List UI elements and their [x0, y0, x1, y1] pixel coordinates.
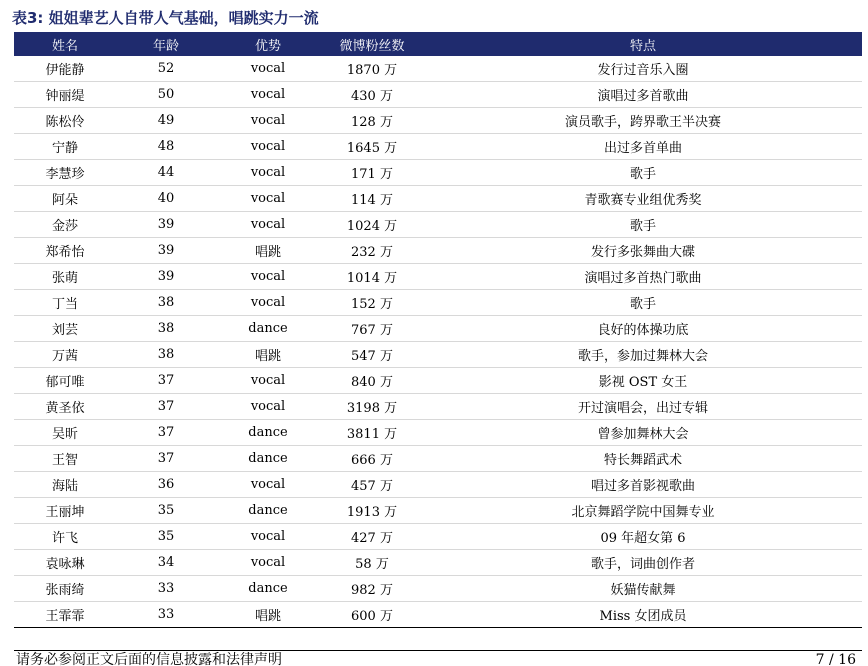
cell-name: 阿朵 — [14, 186, 116, 212]
cell-feature: Miss 女团成员 — [424, 602, 862, 628]
cell-name: 黄圣依 — [14, 394, 116, 420]
table-row — [14, 524, 862, 550]
cell-name: 王智 — [14, 446, 116, 472]
header-name: 姓名 — [14, 32, 116, 56]
cell-advantage: vocal — [216, 186, 320, 212]
cell-feature: 发行多张舞曲大碟 — [424, 238, 862, 264]
cell-advantage: vocal — [216, 134, 320, 160]
cell-advantage: vocal — [216, 160, 320, 186]
cell-age: 33 — [116, 576, 216, 602]
header-age: 年龄 — [116, 32, 216, 56]
cell-advantage: vocal — [216, 550, 320, 576]
page-footer — [14, 650, 862, 666]
table-row — [14, 134, 862, 160]
cell-advantage: dance — [216, 316, 320, 342]
cell-feature: 演唱过多首热门歌曲 — [424, 264, 862, 290]
cell-age: 34 — [116, 550, 216, 576]
header-advantage: 优势 — [216, 32, 320, 56]
cell-name: 吴昕 — [14, 420, 116, 446]
cell-weibo-fans: 114 万 — [320, 186, 424, 212]
cell-age: 37 — [116, 420, 216, 446]
cell-feature: 影视 OST 女王 — [424, 368, 862, 394]
cell-weibo-fans: 171 万 — [320, 160, 424, 186]
cell-feature: 歌手 — [424, 212, 862, 238]
cell-name: 金莎 — [14, 212, 116, 238]
cell-feature: 歌手，词曲创作者 — [424, 550, 862, 576]
cell-weibo-fans: 3811 万 — [320, 420, 424, 446]
cell-advantage: vocal — [216, 82, 320, 108]
cell-age: 48 — [116, 134, 216, 160]
cell-advantage: vocal — [216, 290, 320, 316]
cell-weibo-fans: 128 万 — [320, 108, 424, 134]
cell-weibo-fans: 767 万 — [320, 316, 424, 342]
cell-weibo-fans: 152 万 — [320, 290, 424, 316]
cell-name: 丁当 — [14, 290, 116, 316]
cell-age: 35 — [116, 498, 216, 524]
cell-age: 38 — [116, 342, 216, 368]
cell-name: 宁静 — [14, 134, 116, 160]
cell-advantage: vocal — [216, 524, 320, 550]
cell-weibo-fans: 430 万 — [320, 82, 424, 108]
cell-weibo-fans: 982 万 — [320, 576, 424, 602]
cell-weibo-fans: 547 万 — [320, 342, 424, 368]
cell-age: 36 — [116, 472, 216, 498]
table-row — [14, 368, 862, 394]
cell-weibo-fans: 3198 万 — [320, 394, 424, 420]
header-feature: 特点 — [424, 32, 862, 56]
table-row — [14, 264, 862, 290]
cell-feature: 歌手 — [424, 290, 862, 316]
cell-advantage: dance — [216, 446, 320, 472]
cell-feature: 09 年超女第 6 — [424, 524, 862, 550]
cell-age: 49 — [116, 108, 216, 134]
cell-age: 39 — [116, 212, 216, 238]
cell-feature: 良好的体操功底 — [424, 316, 862, 342]
disclaimer-text: 请务必参阅正文后面的信息披露和法律声明 — [16, 652, 282, 666]
cell-feature: 演员歌手，跨界歌王半决赛 — [424, 108, 862, 134]
cell-name: 钟丽缇 — [14, 82, 116, 108]
cell-advantage: vocal — [216, 264, 320, 290]
cell-advantage: 唱跳 — [216, 342, 320, 368]
cell-name: 王丽坤 — [14, 498, 116, 524]
table-row — [14, 186, 862, 212]
cell-advantage: vocal — [216, 212, 320, 238]
table-row — [14, 82, 862, 108]
cell-age: 39 — [116, 264, 216, 290]
table-row — [14, 316, 862, 342]
table-row — [14, 420, 862, 446]
cell-feature: 唱过多首影视歌曲 — [424, 472, 862, 498]
table-row — [14, 602, 862, 628]
cell-feature: 妖猫传献舞 — [424, 576, 862, 602]
cell-feature: 演唱过多首歌曲 — [424, 82, 862, 108]
cell-weibo-fans: 1024 万 — [320, 212, 424, 238]
cell-weibo-fans: 600 万 — [320, 602, 424, 628]
cell-weibo-fans: 457 万 — [320, 472, 424, 498]
cell-name: 李慧珍 — [14, 160, 116, 186]
header-weibo-fans: 微博粉丝数 — [320, 32, 424, 56]
table-row — [14, 446, 862, 472]
cell-name: 海陆 — [14, 472, 116, 498]
cell-name: 王霏霏 — [14, 602, 116, 628]
cell-age: 37 — [116, 446, 216, 472]
table-row — [14, 472, 862, 498]
cell-feature: 曾参加舞林大会 — [424, 420, 862, 446]
cell-name: 张雨绮 — [14, 576, 116, 602]
cell-name: 万茜 — [14, 342, 116, 368]
table-row — [14, 290, 862, 316]
cell-age: 50 — [116, 82, 216, 108]
cell-weibo-fans: 232 万 — [320, 238, 424, 264]
cell-age: 35 — [116, 524, 216, 550]
cell-advantage: 唱跳 — [216, 238, 320, 264]
cell-name: 袁咏琳 — [14, 550, 116, 576]
cell-feature: 歌手，参加过舞林大会 — [424, 342, 862, 368]
cell-feature: 发行过音乐入圈 — [424, 56, 862, 82]
cell-name: 郁可唯 — [14, 368, 116, 394]
cell-name: 张萌 — [14, 264, 116, 290]
cell-weibo-fans: 1014 万 — [320, 264, 424, 290]
table-body — [14, 56, 862, 628]
cell-weibo-fans: 840 万 — [320, 368, 424, 394]
table-row — [14, 394, 862, 420]
cell-name: 郑希怡 — [14, 238, 116, 264]
cell-advantage: vocal — [216, 56, 320, 82]
cell-advantage: vocal — [216, 368, 320, 394]
cell-weibo-fans: 58 万 — [320, 550, 424, 576]
table-row — [14, 498, 862, 524]
cell-age: 38 — [116, 290, 216, 316]
page-number: 7 / 16 — [815, 652, 856, 666]
cell-weibo-fans: 1645 万 — [320, 134, 424, 160]
table-row — [14, 576, 862, 602]
cell-name: 许飞 — [14, 524, 116, 550]
cell-weibo-fans: 427 万 — [320, 524, 424, 550]
table-row — [14, 108, 862, 134]
cell-weibo-fans: 1870 万 — [320, 56, 424, 82]
cell-age: 44 — [116, 160, 216, 186]
cell-feature: 开过演唱会，出过专辑 — [424, 394, 862, 420]
cell-name: 陈松伶 — [14, 108, 116, 134]
cell-feature: 歌手 — [424, 160, 862, 186]
cell-age: 37 — [116, 394, 216, 420]
cell-age: 39 — [116, 238, 216, 264]
cell-advantage: dance — [216, 420, 320, 446]
cell-advantage: vocal — [216, 108, 320, 134]
cell-advantage: 唱跳 — [216, 602, 320, 628]
cell-feature: 出过多首单曲 — [424, 134, 862, 160]
cell-advantage: vocal — [216, 394, 320, 420]
table-row — [14, 56, 862, 82]
cell-advantage: dance — [216, 576, 320, 602]
cell-age: 38 — [116, 316, 216, 342]
cell-feature: 特长舞蹈武术 — [424, 446, 862, 472]
cell-feature: 北京舞蹈学院中国舞专业 — [424, 498, 862, 524]
cell-advantage: vocal — [216, 472, 320, 498]
table-header-row — [14, 32, 862, 56]
cell-weibo-fans: 666 万 — [320, 446, 424, 472]
cell-name: 伊能静 — [14, 56, 116, 82]
cell-name: 刘芸 — [14, 316, 116, 342]
cell-feature: 青歌赛专业组优秀奖 — [424, 186, 862, 212]
cell-weibo-fans: 1913 万 — [320, 498, 424, 524]
table-row — [14, 212, 862, 238]
cell-age: 33 — [116, 602, 216, 628]
table-title: 表3: 姐姐辈艺人自带人气基础，唱跳实力一流 — [12, 9, 319, 27]
cell-age: 37 — [116, 368, 216, 394]
artist-table — [14, 32, 862, 628]
cell-advantage: dance — [216, 498, 320, 524]
cell-age: 40 — [116, 186, 216, 212]
table-row — [14, 238, 862, 264]
table-row — [14, 160, 862, 186]
table-row — [14, 550, 862, 576]
cell-age: 52 — [116, 56, 216, 82]
table-row — [14, 342, 862, 368]
